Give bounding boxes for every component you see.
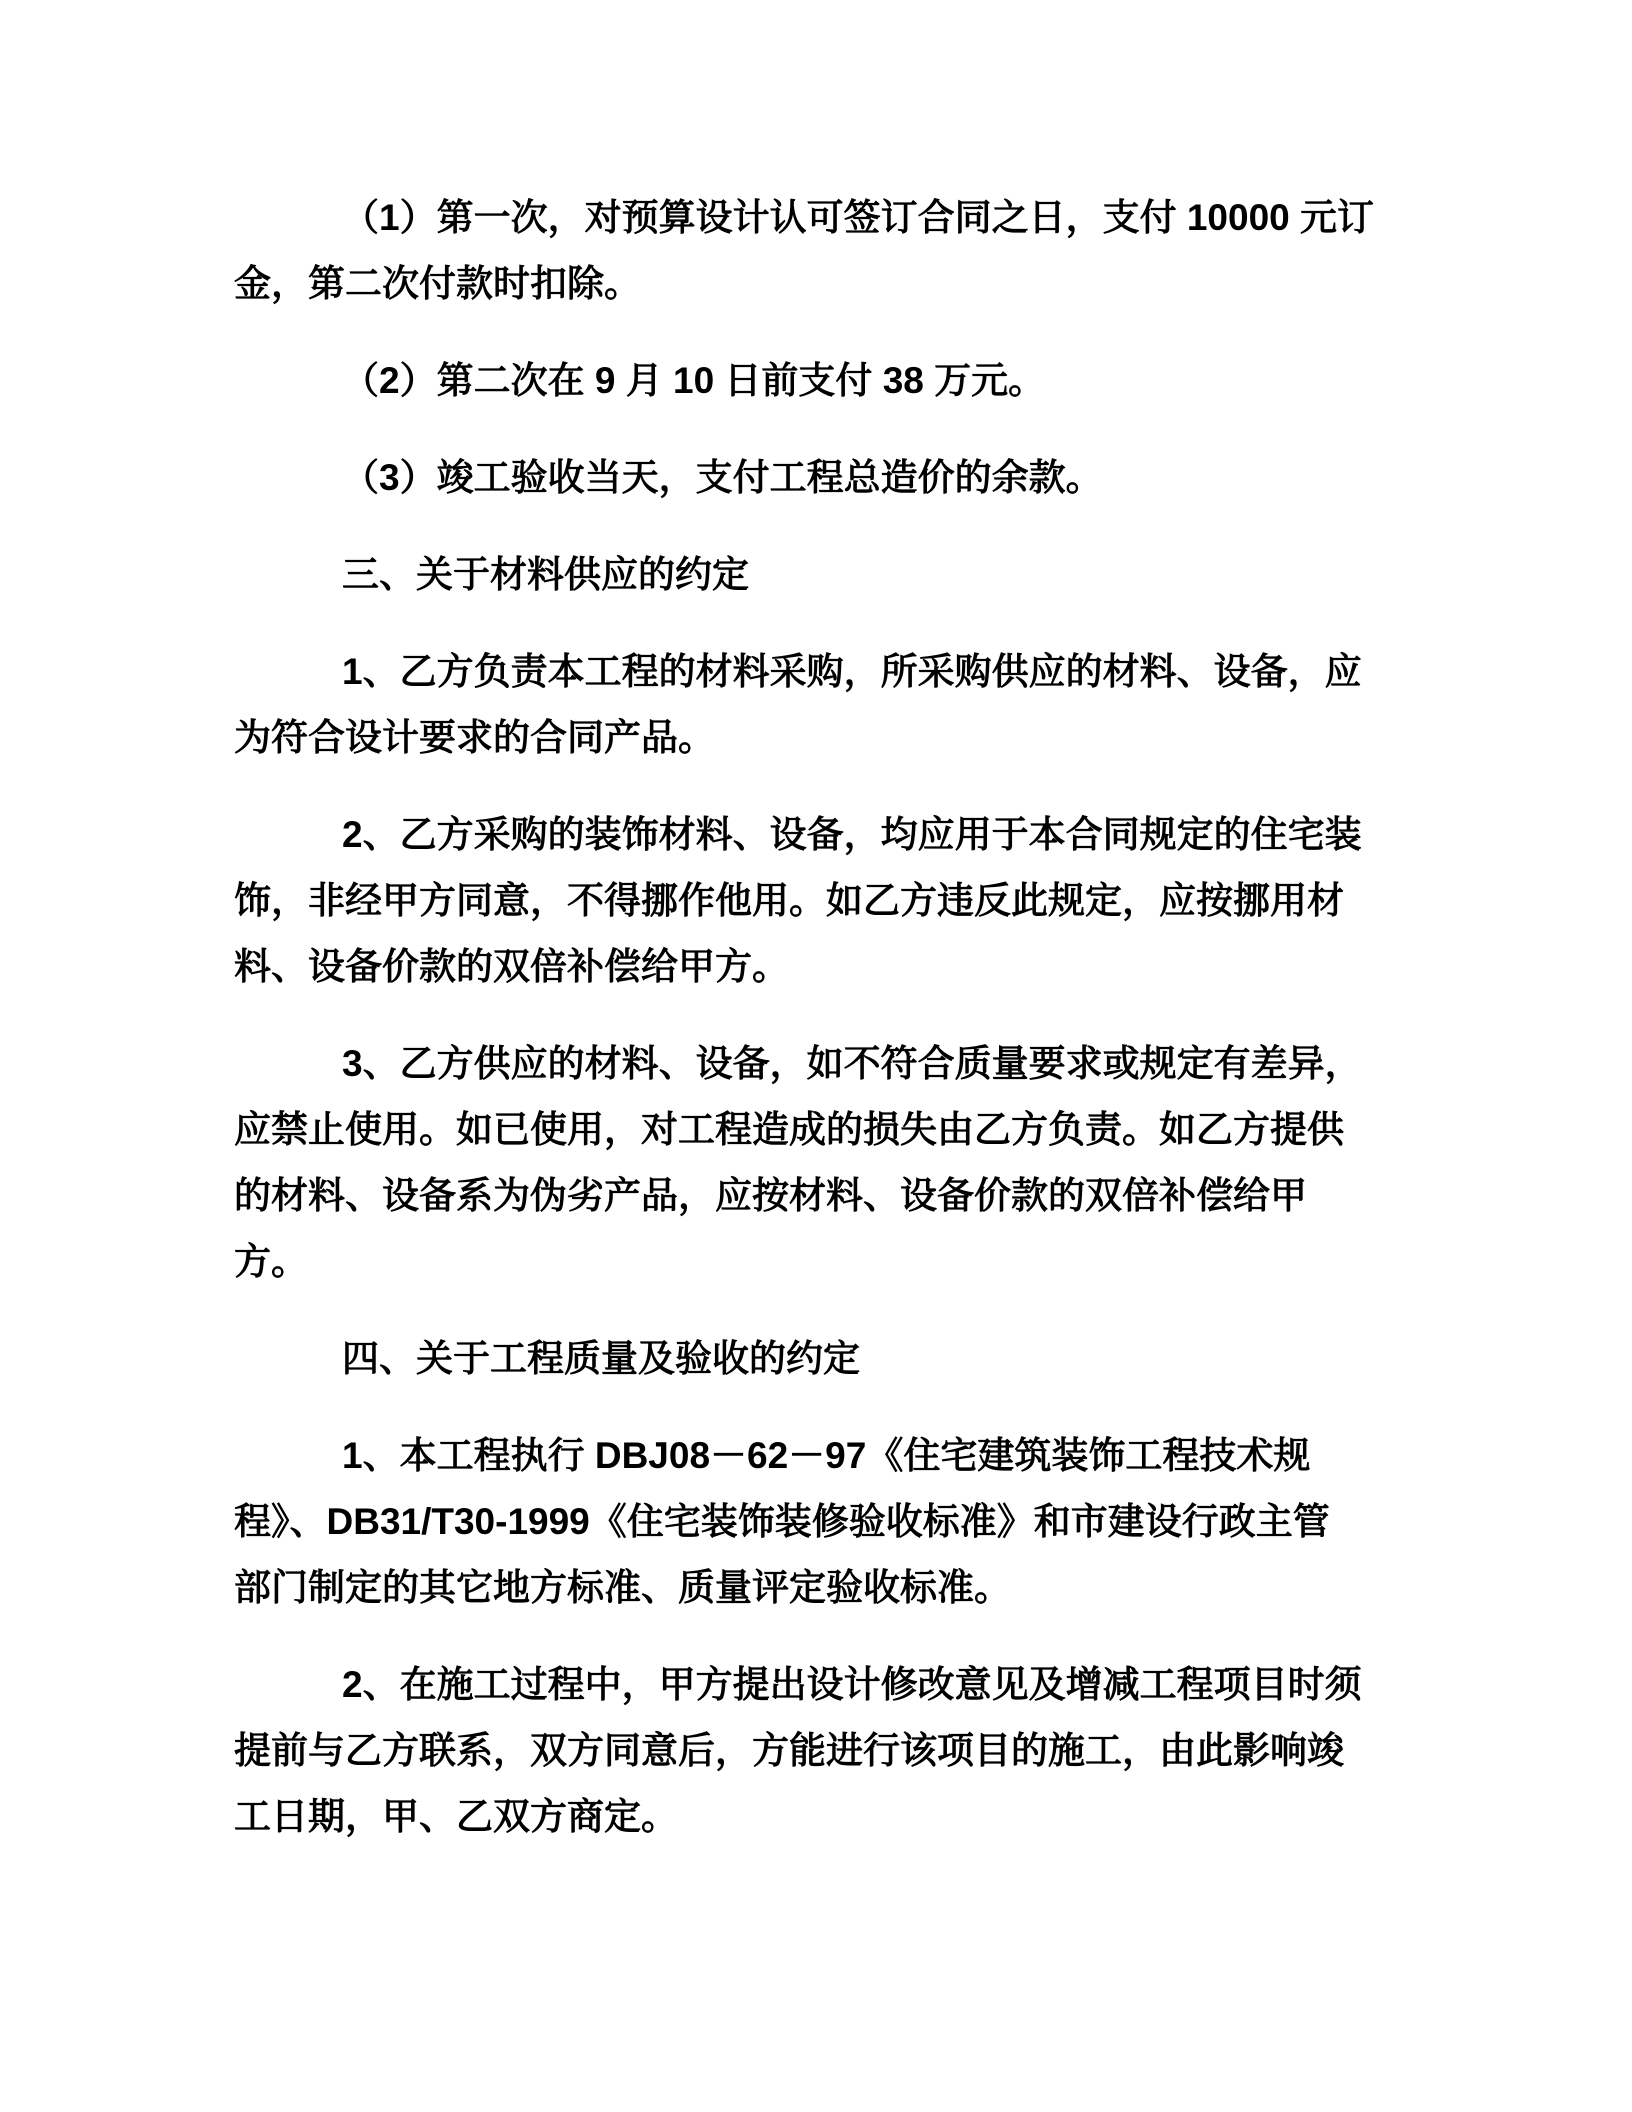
paragraph — [234, 348, 1409, 414]
text-line: 2、在施工过程中，甲方提出设计修改意见及增减工程项目时须 — [342, 1664, 1362, 1705]
text-line: 方。 — [234, 1241, 308, 1282]
text-line: 的材料、设备系为伪劣产品，应按材料、设备价款的双倍补偿给甲 — [234, 1175, 1307, 1216]
text-line: （3）竣工验收当天，支付工程总造价的余款。 — [342, 457, 1103, 498]
text-line: 3、乙方供应的材料、设备，如不符合质量要求或规定有差异， — [342, 1043, 1362, 1084]
text-line: 提前与乙方联系，双方同意后，方能进行该项目的施工，由此影响竣 — [234, 1730, 1344, 1771]
text-line: 应禁止使用。如已使用，对工程造成的损失由乙方负责。如乙方提供 — [234, 1109, 1344, 1150]
text-line: 程》、DB31/T30-1999《住宅装饰装修验收标准》和市建设行政主管 — [234, 1501, 1330, 1542]
text-line: （1）第一次，对预算设计认可签订合同之日，支付 10000 元订 — [342, 197, 1375, 238]
paragraph — [234, 185, 1409, 317]
paragraph — [234, 802, 1409, 1000]
paragraph — [234, 1031, 1409, 1295]
paragraph — [234, 445, 1409, 511]
document-body — [234, 185, 1409, 1881]
text-line: 金，第二次付款时扣除。 — [234, 263, 641, 304]
text-line: 部门制定的其它地方标准、质量评定验收标准。 — [234, 1567, 1011, 1608]
text-line: 1、本工程执行 DBJ08－62－97《住宅建筑装饰工程技术规 — [342, 1435, 1311, 1476]
text-line: 三、关于材料供应的约定 — [342, 554, 749, 595]
text-line: 四、关于工程质量及验收的约定 — [342, 1338, 860, 1379]
paragraph — [234, 542, 1409, 608]
paragraph — [234, 1652, 1409, 1850]
text-line: 料、设备价款的双倍补偿给甲方。 — [234, 946, 789, 987]
text-line: 饰，非经甲方同意，不得挪作他用。如乙方违反此规定，应按挪用材 — [234, 880, 1344, 921]
paragraph — [234, 1326, 1409, 1392]
text-line: 1、乙方负责本工程的材料采购，所采购供应的材料、设备，应 — [342, 651, 1362, 692]
paragraph — [234, 639, 1409, 771]
paragraph — [234, 1423, 1409, 1621]
text-line: 工日期，甲、乙双方商定。 — [234, 1796, 678, 1837]
text-line: 2、乙方采购的装饰材料、设备，均应用于本合同规定的住宅装 — [342, 814, 1362, 855]
text-line: 为符合设计要求的合同产品。 — [234, 717, 715, 758]
text-line: （2）第二次在 9 月 10 日前支付 38 万元。 — [342, 360, 1046, 401]
